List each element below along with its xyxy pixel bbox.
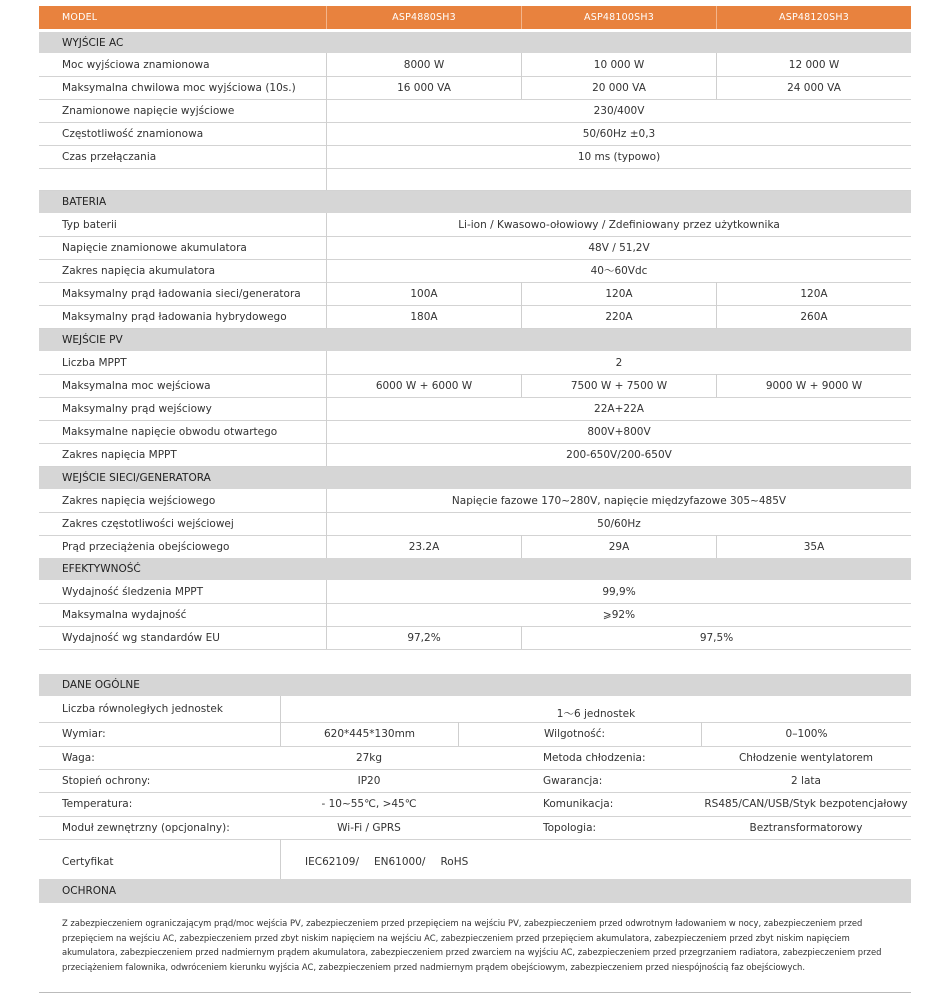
table-row <box>39 696 911 723</box>
cell-value: 260A <box>716 305 911 328</box>
model-1: ASP4880SH3 <box>326 6 521 29</box>
section-general <box>39 674 911 696</box>
row-label: Liczba MPPT <box>62 356 127 369</box>
row-label: Prąd przeciążenia obejściowego <box>62 540 230 553</box>
section-protection <box>39 879 911 903</box>
cell-value: - 10~55℃, >45℃ <box>321 798 417 810</box>
cell-value: 120A <box>521 282 716 305</box>
table-row <box>39 122 911 146</box>
table-row <box>39 722 911 747</box>
cell-value: 23.2A <box>326 535 521 558</box>
table-row <box>39 420 911 444</box>
table-row <box>39 443 911 467</box>
row-label: Moc wyjściowa znamionowa <box>62 58 210 71</box>
cell-value: 50/60Hz ±0,3 <box>326 122 911 145</box>
row-label: Maksymalny prąd ładowania sieci/generatora <box>62 287 301 300</box>
table-row <box>39 76 911 100</box>
table-row <box>39 512 911 536</box>
model-2: ASP48100SH3 <box>521 6 716 29</box>
row-label: Maksymalny prąd wejściowy <box>62 402 212 415</box>
cell-value: 220A <box>521 305 716 328</box>
row-label: Wilgotność: <box>458 722 701 746</box>
table-row <box>39 489 911 513</box>
table-row-empty <box>39 168 911 191</box>
cell-value: ⩾92% <box>326 603 911 626</box>
row-label: Znamionowe napięcie wyjściowe <box>62 104 235 117</box>
cell-value: 29A <box>521 535 716 558</box>
table-row <box>39 99 911 123</box>
cell-value: 27kg <box>355 751 383 764</box>
table-row <box>39 769 911 793</box>
section-ac-output <box>39 32 911 53</box>
table-row <box>39 626 911 650</box>
cell-value: 24 000 VA <box>716 76 911 99</box>
cell-value: 2 <box>326 351 911 374</box>
row-label: Zakres napięcia wejściowego <box>62 494 216 507</box>
section-title: EFEKTYWNOŚĆ <box>62 563 141 575</box>
section-grid-input <box>39 467 911 489</box>
cell-value: 7500 W + 7500 W <box>521 374 716 397</box>
cell-value: 48V / 51,2V <box>326 236 911 259</box>
cell-value: 10 ms (typowo) <box>326 145 911 168</box>
cell-value: 9000 W + 9000 W <box>716 374 911 397</box>
section-title: OCHRONA <box>62 885 117 897</box>
row-label: Maksymalna moc wejściowa <box>62 379 211 392</box>
row-label: Wymiar: <box>62 728 106 740</box>
cell-value: 1～6 jednostek <box>280 696 911 722</box>
certificate-rohs: RoHS <box>440 856 469 868</box>
bottom-divider <box>39 992 911 993</box>
cell-value: 40～60Vdc <box>326 259 911 282</box>
table-row <box>39 374 911 398</box>
cell-value: 2 lata <box>791 774 821 787</box>
cell-value: Wi-Fi / GPRS <box>337 821 401 834</box>
cell-value: 8000 W <box>326 53 521 76</box>
row-label: Gwarancja: <box>543 774 603 787</box>
table-row <box>39 145 911 169</box>
row-label: Wydajność wg standardów EU <box>62 631 220 644</box>
cell-value: 120A <box>716 282 911 305</box>
row-label: Liczba równoległych jednostek <box>62 703 223 715</box>
row-label: Waga: <box>62 751 95 764</box>
row-label: Maksymalne napięcie obwodu otwartego <box>62 425 278 438</box>
cell-value: Li-ion / Kwasowo-ołowiowy / Zdefiniowany przez użytkownika <box>326 213 911 236</box>
empty-cell <box>326 168 911 190</box>
cell-value: 50/60Hz <box>326 512 911 535</box>
row-label: Czas przełączania <box>62 150 157 163</box>
section-title: WYJŚCIE AC <box>62 36 124 49</box>
row-label: Temperatura: <box>62 798 133 810</box>
table-row <box>39 259 911 283</box>
cell-value: 22A+22A <box>326 397 911 420</box>
cell-value: 6000 W + 6000 W <box>326 374 521 397</box>
row-label: Komunikacja: <box>543 798 614 810</box>
cell-value: 35A <box>716 535 911 558</box>
cell-value: 620*445*130mm <box>280 722 458 746</box>
model-header-row <box>39 6 911 29</box>
table-row <box>39 397 911 421</box>
cell-value: Beztransformatorowy <box>749 821 863 834</box>
row-label: Maksymalna chwilowa moc wyjściowa (10s.) <box>62 81 296 94</box>
cell-value: 10 000 W <box>521 53 716 76</box>
model-3: ASP48120SH3 <box>716 6 911 29</box>
cell-value: Napięcie fazowe 170~280V, napięcie międzyfazowe 305~485V <box>326 489 911 512</box>
section-battery <box>39 191 911 213</box>
table-row <box>39 282 911 306</box>
section-title: BATERIA <box>62 196 107 208</box>
protection-description: Z zabezpieczeniem ograniczającym prąd/moc wejścia PV, zabezpieczeniem przed przepięciem na wejściu PV, zabezpieczeniem przed odwrotnym ładowaniem w nocy, zabezpieczeniem przed przepięciem na wejściu AC, zabezpieczeniem przed zbyt niskim napięciem na wejściu AC, zabezpieczeniem przed przepięciem akumulatora, zabezpieczeniem przed zbyt niskim napięciem akumulatora, zabezpieczeniem przed nadmiernym prądem akumulatora, zabezpieczeniem przed zwarciem na wyjściu AC, zabezpieczeniem przed przegrzaniem radiatora, zabezpieczeniem przed przeciążeniem falownika, odwróceniem kierunku wyjścia AC, zabezpieczeniem przed nadmiernym prądem obejściowym, zabezpieczeniem przed niespójnością faz obejściowych. <box>62 918 882 972</box>
cell-value: 0–100% <box>701 722 911 746</box>
row-label: Stopień ochrony: <box>62 774 151 787</box>
certificate-iec: IEC62109/ <box>305 856 360 868</box>
row-label: Częstotliwość znamionowa <box>62 127 204 140</box>
row-label: Zakres częstotliwości wejściowej <box>62 517 234 530</box>
model-label: MODEL <box>62 12 98 23</box>
row-label: Wydajność śledzenia MPPT <box>62 585 204 598</box>
row-label: Moduł zewnętrzny (opcjonalny): <box>62 821 230 834</box>
table-row <box>39 603 911 627</box>
cell-value: 100A <box>326 282 521 305</box>
table-row <box>39 816 911 840</box>
cell-value: 20 000 VA <box>521 76 716 99</box>
section-title: DANE OGÓLNE <box>62 679 140 691</box>
row-label: Metoda chłodzenia: <box>543 751 646 764</box>
row-label: Typ baterii <box>62 218 117 231</box>
cell-value: IP20 <box>357 774 381 787</box>
row-label: Topologia: <box>543 821 597 834</box>
section-efficiency <box>39 558 911 580</box>
cell-value: 200-650V/200-650V <box>326 443 911 466</box>
row-label: Maksymalna wydajność <box>62 608 187 621</box>
cell-value: 180A <box>326 305 521 328</box>
cell-value: 16 000 VA <box>326 76 521 99</box>
table-row <box>39 580 911 604</box>
row-label: Napięcie znamionowe akumulatora <box>62 241 247 254</box>
cell-value: 97,2% <box>326 626 521 649</box>
table-row <box>39 213 911 237</box>
table-row <box>39 236 911 260</box>
cell-value: 97,5% <box>521 626 911 649</box>
section-title: WEJŚCIE PV <box>62 334 123 346</box>
table-row <box>39 792 911 817</box>
table-row <box>39 351 911 375</box>
cell-value: Chłodzenie wentylatorem <box>738 751 874 764</box>
row-label: Zakres napięcia akumulatora <box>62 264 216 277</box>
row-label: Zakres napięcia MPPT <box>62 448 177 461</box>
table-row <box>39 305 911 329</box>
cell-value: 230/400V <box>326 99 911 122</box>
cell-value: 800V+800V <box>326 420 911 443</box>
section-pv-input <box>39 329 911 351</box>
row-label: Maksymalny prąd ładowania hybrydowego <box>62 310 287 323</box>
table-row <box>39 53 911 77</box>
section-title: WEJŚCIE SIECI/GENERATORA <box>62 472 211 484</box>
certificate-en: EN61000/ <box>374 856 426 868</box>
table-row <box>39 746 911 770</box>
cell-value: 99,9% <box>326 580 911 603</box>
cell-value: 12 000 W <box>716 53 911 76</box>
cell-value: RS485/CAN/USB/Styk bezpotencjałowy <box>704 798 908 810</box>
table-row <box>39 535 911 558</box>
row-label: Certyfikat <box>62 856 114 868</box>
